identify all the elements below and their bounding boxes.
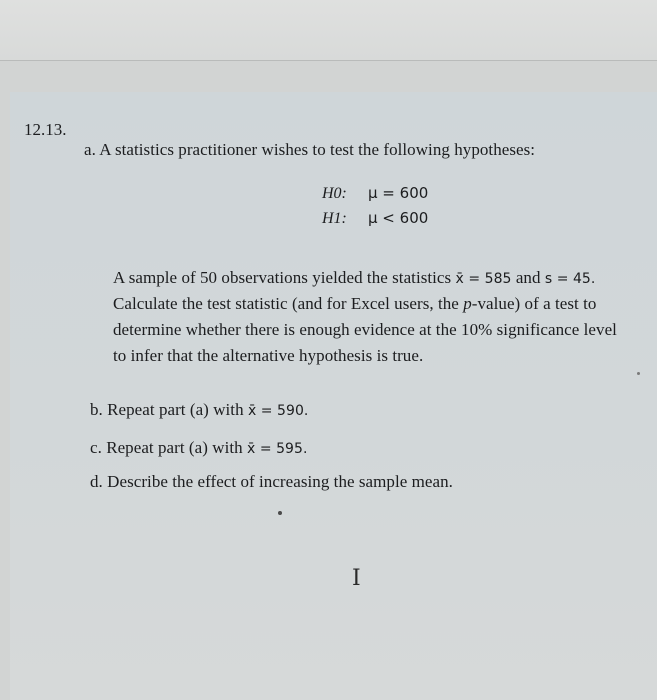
part-b [90,400,308,420]
part-c-text: c. Repeat part (a) with [90,438,243,457]
p-letter: p [463,294,472,313]
part-c [90,438,307,458]
background-strip [0,0,657,61]
part-d: d. Describe the effect of increasing the sample mean. [90,472,453,491]
speck-dot [637,372,640,375]
part-a-line-2 [113,294,596,314]
line2-post: -value) of a test to [471,294,597,313]
h0-expression: μ = 600 [368,184,429,202]
h1-expression: μ < 600 [368,209,429,227]
problem-number: 12.13. [24,120,67,139]
xbar-statistic: x̄ = 585 [455,271,512,287]
part-a-line-1 [113,268,595,288]
null-hypothesis [322,184,428,203]
h0-label: H0: [322,185,347,202]
part-a-intro: a. A statistics practitioner wishes to test the following hypotheses: [84,140,536,159]
s-statistic: s = 45. [544,271,596,287]
textbook-page [10,92,657,700]
line2-text: Calculate the test statistic (and for Excel users, the [113,294,459,313]
part-b-value: x̄ = 590. [247,403,309,419]
line1-text: A sample of 50 observations yielded the statistics [113,268,452,287]
text-cursor-icon: I [352,566,361,591]
and-word: and [515,268,541,287]
part-c-value: x̄ = 595. [246,441,308,457]
part-a-line-3: determine whether there is enough evidence at the 10% significance level [113,320,617,339]
part-b-text: b. Repeat part (a) with [90,400,244,419]
part-a-line-4: to infer that the alternative hypothesis is true. [113,346,424,365]
h1-label: H1: [322,210,347,227]
alternative-hypothesis [322,209,428,228]
speck-dot [278,511,282,515]
